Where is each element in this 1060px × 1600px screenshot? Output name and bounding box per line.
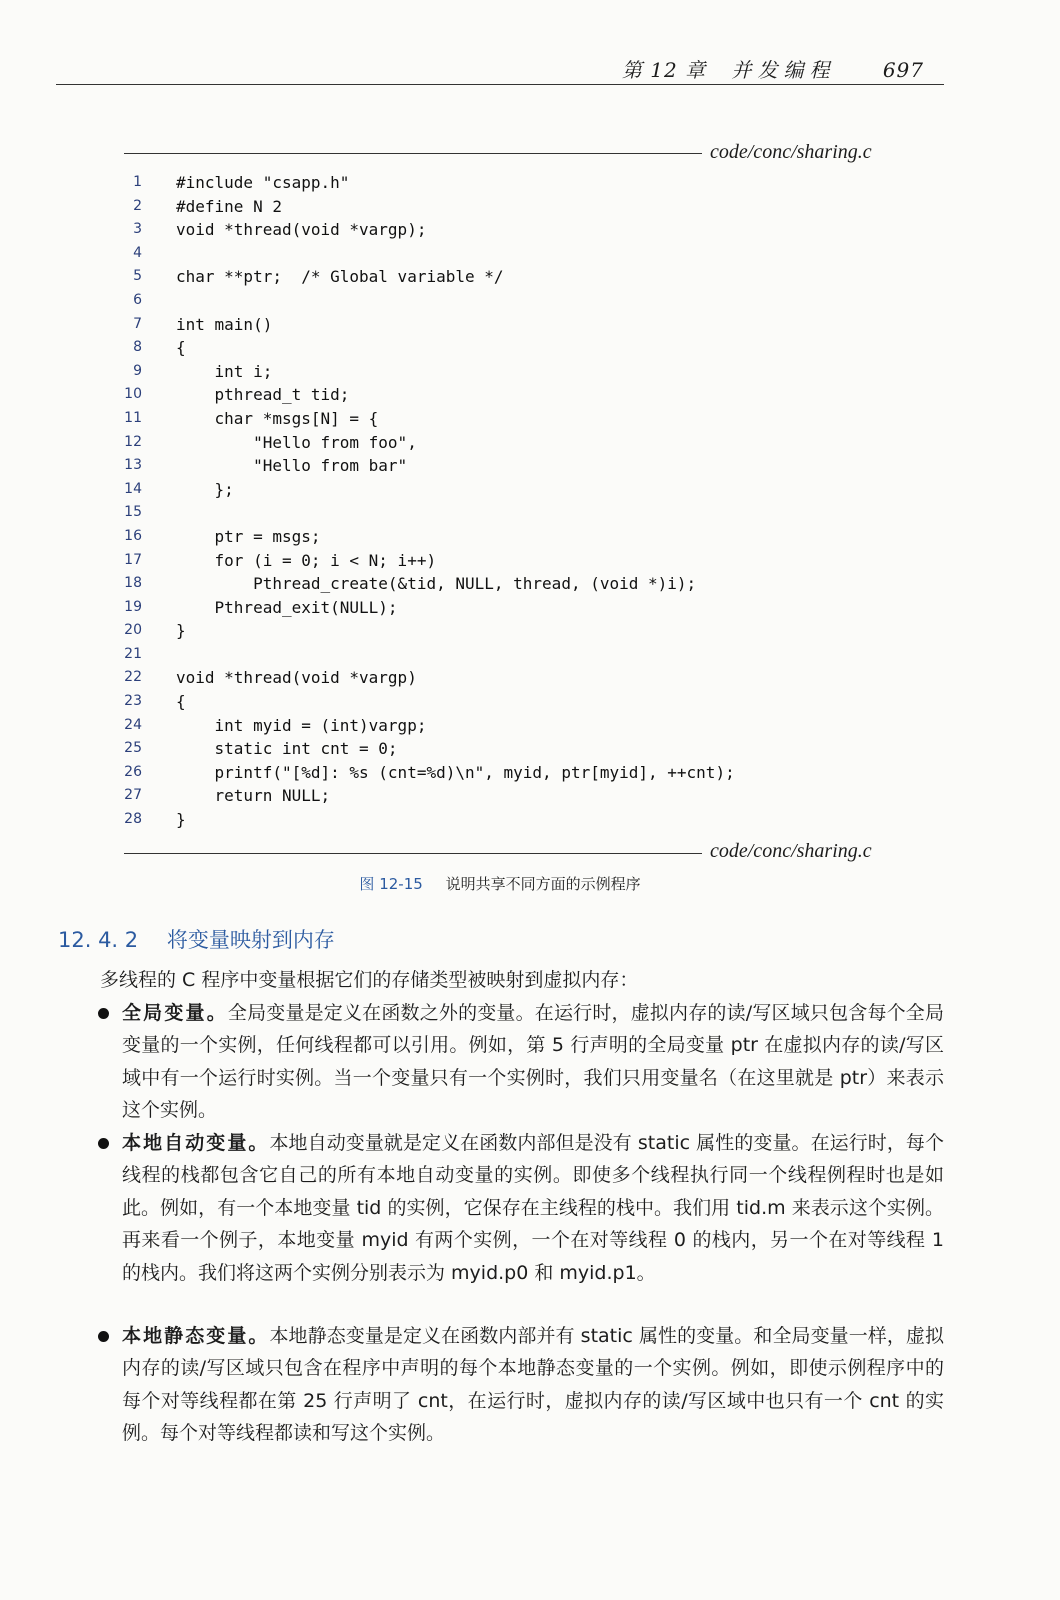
line-number: 17 bbox=[124, 551, 142, 568]
section-title: 将变量映射到内存 bbox=[166, 928, 335, 952]
intro-paragraph: 多线程的 C 程序中变量根据它们的存储类型被映射到虚拟内存： bbox=[100, 969, 639, 991]
bullet-icon bbox=[98, 1331, 109, 1342]
line-number: 25 bbox=[124, 740, 142, 757]
line-number: 26 bbox=[124, 763, 142, 780]
bullet-local-automatic-variables bbox=[122, 1127, 944, 1289]
line-number: 19 bbox=[124, 598, 142, 615]
line-number: 2 bbox=[133, 197, 142, 214]
section-number: 12. 4. 2 bbox=[58, 928, 139, 952]
line-code: char *msgs[N] = { bbox=[176, 408, 379, 428]
figure-caption-text: 说明共享不同方面的示例程序 bbox=[445, 875, 641, 893]
line-number: 3 bbox=[133, 221, 142, 238]
line-code: return NULL; bbox=[176, 786, 331, 806]
page-header bbox=[56, 52, 944, 85]
bullet-text: 本地静态变量是定义在函数内部并有 static 属性的变量。和全局变量一样，虚拟内存的读/写区域只包含在程序中声明的每个本地静态变量的一个实例。例如，即使示例程序中的每个对等线程都在第 25 行声明了 cnt，在运行时，虚拟内存的读/写区域中也只有一个 cnt 的实例。每个对等线程都读和写这个实例。 bbox=[122, 1325, 944, 1445]
section-heading bbox=[58, 924, 335, 954]
line-code: for (i = 0; i < N; i++) bbox=[176, 550, 437, 570]
line-code: int i; bbox=[176, 361, 273, 381]
line-number: 10 bbox=[124, 386, 142, 403]
code-file-label-bottom: code/conc/sharing.c bbox=[710, 840, 872, 862]
line-number: 6 bbox=[133, 291, 142, 308]
line-number: 20 bbox=[124, 622, 142, 639]
bullet-term: 本地自动变量。 bbox=[122, 1132, 270, 1154]
line-number: 22 bbox=[124, 669, 142, 686]
line-number: 21 bbox=[124, 645, 142, 662]
line-number: 16 bbox=[124, 527, 142, 544]
code-file-label-top: code/conc/sharing.c bbox=[710, 141, 872, 163]
bullet-term: 本地静态变量。 bbox=[122, 1325, 270, 1347]
line-code: static int cnt = 0; bbox=[176, 739, 398, 759]
line-code: int main() bbox=[176, 314, 273, 334]
bullet-local-static-variables bbox=[122, 1320, 944, 1450]
running-head bbox=[622, 54, 924, 83]
line-number: 12 bbox=[124, 433, 142, 450]
chapter-label: 第 12 章 bbox=[621, 58, 707, 82]
line-number: 18 bbox=[124, 575, 142, 592]
line-number: 5 bbox=[133, 268, 142, 285]
line-code: ptr = msgs; bbox=[176, 526, 321, 546]
line-number: 13 bbox=[124, 457, 142, 474]
line-code: } bbox=[176, 810, 186, 830]
chapter-title: 并发编程 bbox=[731, 58, 836, 82]
line-code: { bbox=[176, 692, 186, 712]
line-number: 7 bbox=[133, 315, 142, 332]
line-number: 14 bbox=[124, 480, 142, 497]
line-code: pthread_t tid; bbox=[176, 385, 350, 405]
line-code: void *thread(void *vargp) bbox=[176, 668, 417, 688]
line-code: printf("[%d]: %s (cnt=%d)\n", myid, ptr[myid], ++cnt); bbox=[176, 762, 735, 782]
bullet-term: 全局变量。 bbox=[122, 1002, 228, 1024]
line-code: { bbox=[176, 338, 186, 358]
line-code: }; bbox=[176, 479, 234, 499]
line-code: "Hello from bar" bbox=[176, 456, 408, 476]
line-number: 4 bbox=[133, 244, 142, 261]
bullet-icon bbox=[98, 1138, 109, 1149]
line-code: #define N 2 bbox=[176, 196, 282, 216]
line-code: #include "csapp.h" bbox=[176, 173, 350, 192]
line-number: 27 bbox=[124, 787, 142, 804]
line-code: void *thread(void *vargp); bbox=[176, 220, 427, 240]
line-number: 9 bbox=[133, 362, 142, 379]
line-number: 8 bbox=[133, 339, 142, 356]
code-bottom-rule bbox=[124, 853, 702, 854]
line-code: } bbox=[176, 621, 186, 641]
line-number: 1 bbox=[133, 174, 142, 190]
line-code: Pthread_create(&tid, NULL, thread, (void *)i); bbox=[176, 574, 697, 594]
code-top-rule bbox=[124, 153, 702, 154]
line-code: Pthread_exit(NULL); bbox=[176, 597, 398, 617]
bullet-icon bbox=[98, 1008, 109, 1019]
line-number: 15 bbox=[124, 504, 142, 521]
bullet-global-variables bbox=[122, 997, 944, 1127]
line-number: 23 bbox=[124, 693, 142, 710]
line-code: char **ptr; /* Global variable */ bbox=[176, 267, 504, 287]
page-number: 697 bbox=[882, 58, 924, 82]
figure-caption bbox=[0, 873, 1000, 894]
line-number: 11 bbox=[124, 409, 142, 426]
bullet-text: 本地自动变量就是定义在函数内部但是没有 static 属性的变量。在运行时，每个线程的栈都包含它自己的所有本地自动变量的实例。即使多个线程执行同一个线程例程时也是如此。例如，有一个本地变量 tid 的实例，它保存在主线程的栈中。我们用 tid.m 来表示这个实例。再来看一个例子，本地变量 myid 有两个实例，一个在对等线程 0 的栈内，另一个在对等线程 1 的栈内。我们将这两个实例分别表示为 myid.p0 和 myid.p1。 bbox=[122, 1132, 944, 1284]
line-number: 24 bbox=[124, 716, 142, 733]
line-code: int myid = (int)vargp; bbox=[176, 715, 427, 735]
line-code: "Hello from foo", bbox=[176, 432, 417, 452]
line-number: 28 bbox=[124, 811, 142, 828]
figure-number: 图 12-15 bbox=[359, 875, 423, 893]
bullet-text: 全局变量是定义在函数之外的变量。在运行时，虚拟内存的读/写区域只包含每个全局变量的一个实例，任何线程都可以引用。例如，第 5 行声明的全局变量 ptr 在虚拟内存的读/写区域中有一个运行时实例。当一个变量只有一个实例时，我们只用变量名（在这里就是 ptr）来表示这个实例。 bbox=[122, 1002, 944, 1122]
